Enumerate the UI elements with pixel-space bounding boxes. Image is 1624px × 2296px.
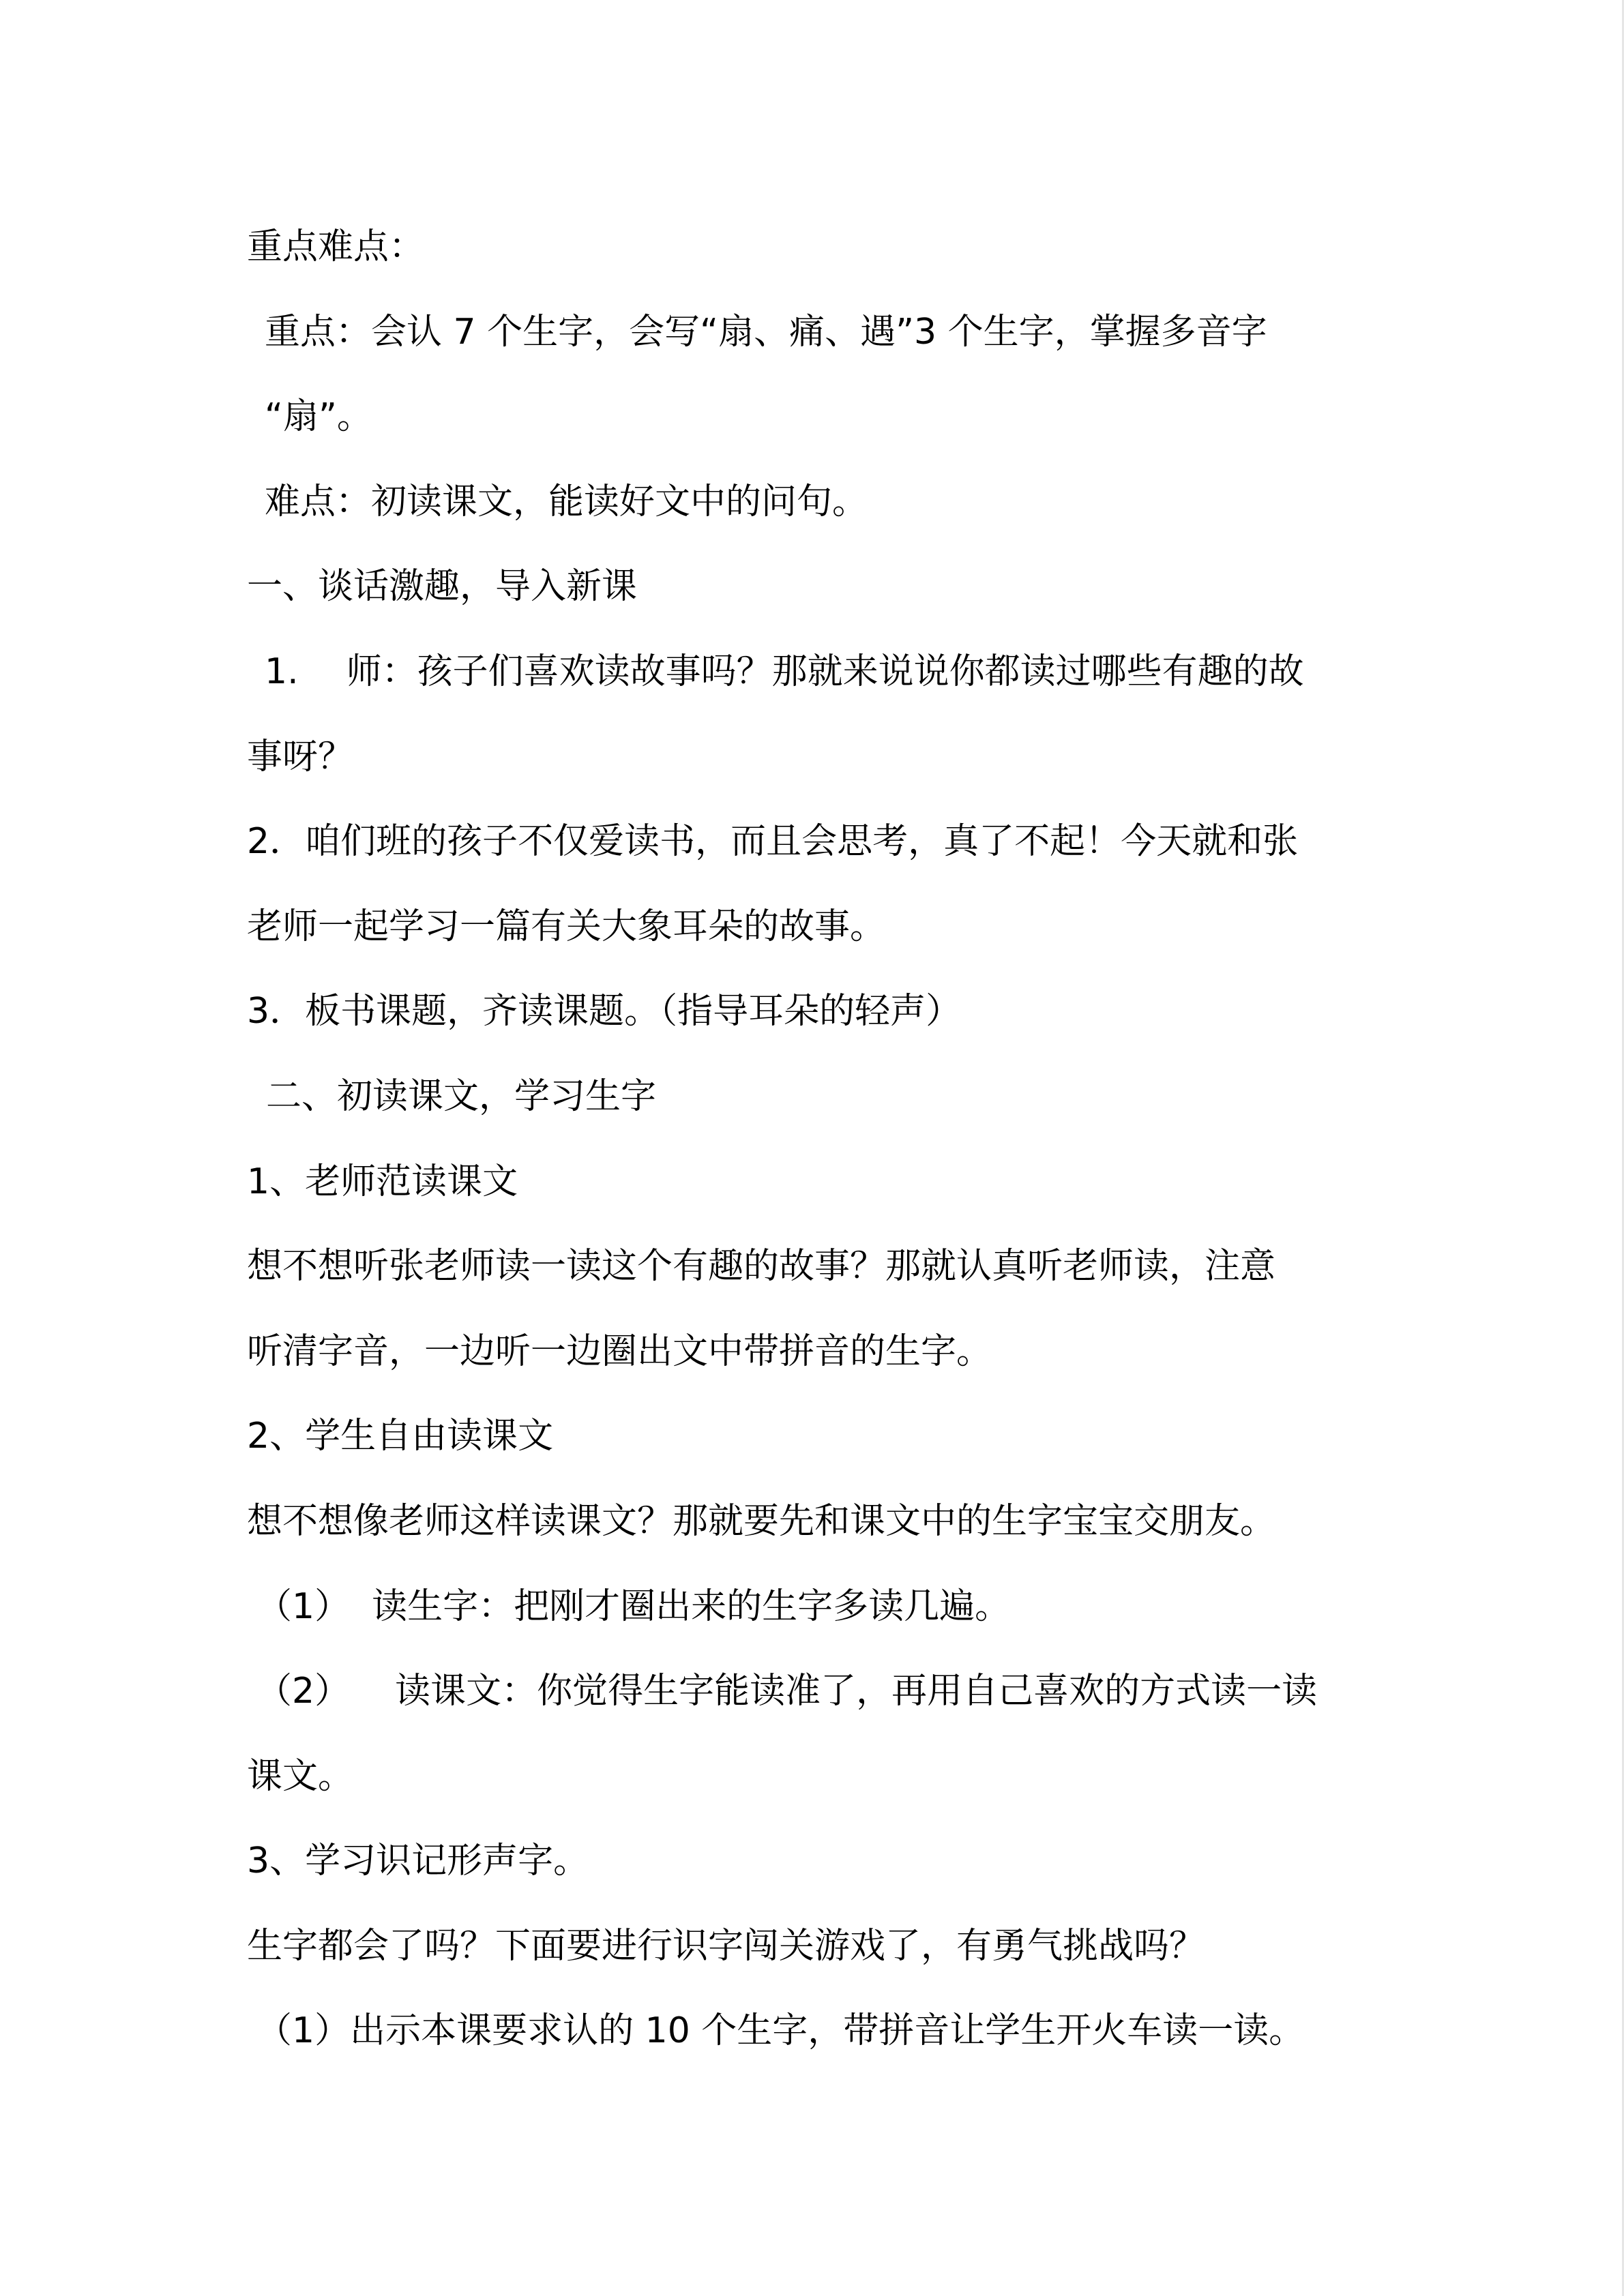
paragraph-1: 想不想听张老师读一读这个有趣的故事？那就认真听老师读，注意	[247, 1246, 1276, 1287]
sub-item-number: （2）	[256, 1671, 351, 1712]
paragraph-2: 想不想像老师这样读课文？那就要先和课文中的生字宝宝交朋友。	[247, 1500, 1276, 1542]
subheading-1: 1、老师范读课文	[247, 1161, 518, 1202]
sub-item-1	[247, 1564, 1393, 1650]
list-item-2-continued: 老师一起学习一篇有关大象耳朵的故事。	[247, 906, 886, 947]
difficulty-text: 难点：初读课文，能读好文中的问句。	[265, 481, 868, 522]
paragraph-1-continued: 听清字音，一边听一边圈出文中带拼音的生字。	[247, 1330, 992, 1372]
subheading-3: 3、学习识记形声字。	[247, 1840, 589, 1882]
list-item-1-continued: 事呀？	[247, 736, 354, 777]
sub-item-number: （1）	[256, 1585, 351, 1627]
sub-item-text: 读课文：你觉得生字能读准了，再用自己喜欢的方式读一读	[395, 1671, 1318, 1712]
sub-item-text: 读生字：把刚才圈出来的生字多读几遍。	[372, 1585, 1011, 1627]
subheading-2: 2、学生自由读课文	[247, 1416, 554, 1457]
section-heading-2: 二、初读课文，学习生字	[266, 1075, 657, 1117]
section-heading-1: 一、谈话激趣，导入新课	[247, 566, 638, 608]
list-item-text: 师：孩子们喜欢读故事吗？那就来说说你都读过哪些有趣的故	[346, 651, 1304, 692]
key-point-text-continued: “扇”。	[265, 396, 372, 438]
paragraph-3: 生字都会了吗？下面要进行识字闯关游戏了，有勇气挑战吗？	[247, 1925, 1205, 1967]
list-item-1	[247, 629, 1393, 715]
heading-key-points: 重点难点：	[247, 226, 425, 267]
sub-item-3: （1）出示本课要求认的 10 个生字，带拼音让学生开火车读一读。	[256, 2010, 1305, 2052]
document-body	[247, 205, 1393, 2074]
key-point-text: 重点：会认 7 个生字，会写“扇、痛、遇”3 个生字，掌握多音字	[265, 311, 1267, 353]
sub-item-2	[247, 1649, 1393, 1734]
list-item-2: 2．咱们班的孩子不仅爱读书，而且会思考，真了不起！今天就和张	[247, 821, 1299, 863]
sub-item-2-continued: 课文。	[247, 1755, 354, 1797]
list-item-3: 3．板书课题，齐读课题。（指导耳朵的轻声）	[247, 991, 962, 1032]
list-number: 1.	[265, 651, 299, 692]
